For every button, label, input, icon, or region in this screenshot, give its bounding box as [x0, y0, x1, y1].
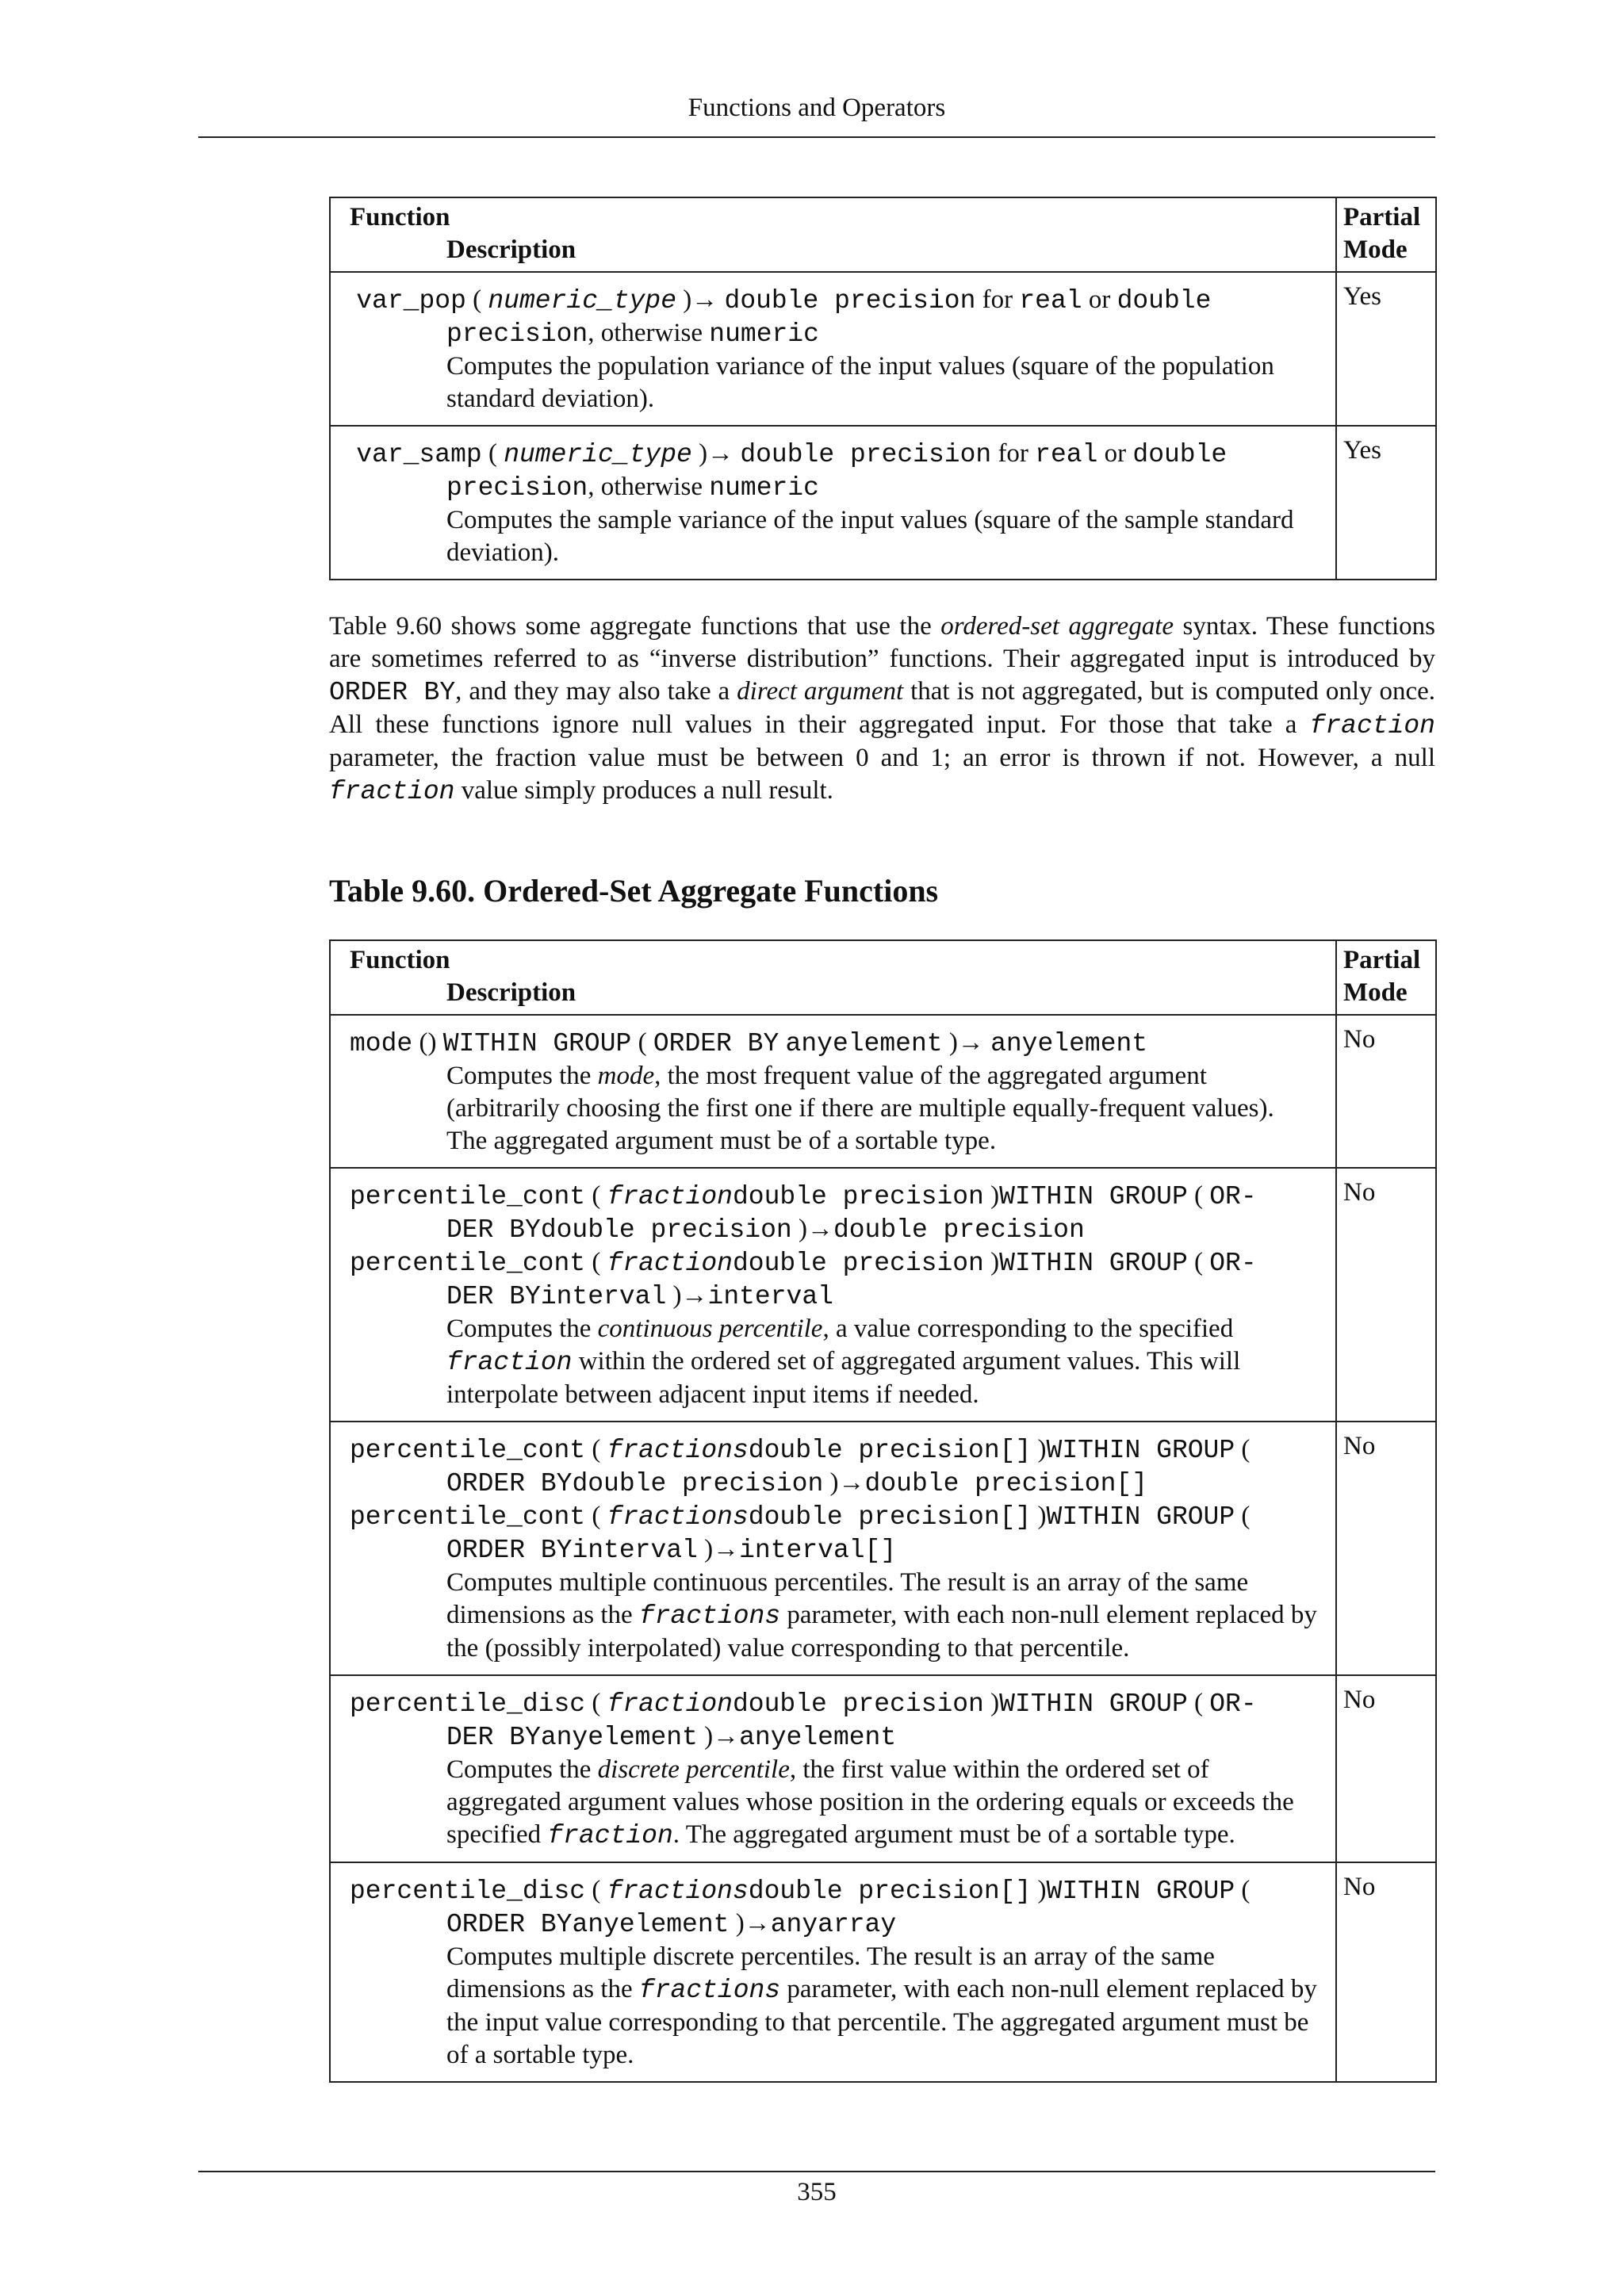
- description-text: parameter, with each non-null element replaced by the input value corresponding to that percentile. The aggregated argument must be of a sortable type.: [446, 1975, 1317, 2069]
- description-header-label: Description: [446, 235, 576, 264]
- order-by-keyword: ORDER BY: [446, 1910, 573, 1939]
- function-description: [350, 1060, 1318, 1158]
- function-cell-percentile-disc: [330, 1675, 1336, 1862]
- argument-type: anyelement: [572, 1910, 730, 1939]
- paragraph-text: that is not aggregated, but is computed only once. All these functions ignore null values in their aggregated input. For those that take a: [329, 677, 1435, 739]
- within-group-keyword: WITHIN GROUP: [999, 1182, 1188, 1211]
- description-code: fraction: [547, 1821, 673, 1850]
- function-cell-percentile-disc-array: [330, 1862, 1336, 2082]
- within-group-keyword: WITHIN GROUP: [1046, 1436, 1235, 1465]
- argument-type: interval: [540, 1282, 667, 1311]
- argument-name: numeric_type: [488, 286, 677, 316]
- description-text: , a value corresponding to the specified: [822, 1314, 1234, 1343]
- order-by-keyword-part2: DER BY: [446, 1215, 541, 1245]
- description-text: within the ordered set of aggregated argument values. This will interpolate between adjacent input items if needed.: [446, 1347, 1241, 1409]
- order-by-keyword: ORDER BY: [446, 1469, 573, 1498]
- function-signature: [350, 438, 1318, 471]
- description-emphasis: mode: [597, 1062, 655, 1090]
- table-row: [330, 1862, 1436, 2082]
- type-double: double: [1132, 440, 1228, 469]
- argument-type: double precision: [540, 1215, 792, 1245]
- type-numeric: numeric: [709, 320, 819, 349]
- argument-name: fractions: [607, 1502, 749, 1532]
- order-by-keyword-part1: OR-: [1209, 1182, 1257, 1211]
- partial-mode-value: No: [1336, 1675, 1436, 1862]
- empty-parens: (): [419, 1028, 437, 1057]
- table-row: [330, 1675, 1436, 1862]
- mode-header-label: Mode: [1343, 235, 1408, 264]
- return-type: anyelement: [739, 1723, 897, 1752]
- partial-header-label: Partial: [1343, 203, 1421, 232]
- description-code: fractions: [638, 1601, 781, 1631]
- function-name: var_pop: [356, 286, 466, 316]
- type-precision: precision: [446, 320, 588, 349]
- type-real: real: [1019, 286, 1082, 316]
- function-name: percentile_disc: [350, 1689, 586, 1719]
- signature-continuation: [350, 317, 1318, 350]
- argument-name: numeric_type: [504, 440, 692, 469]
- table-row: [330, 426, 1436, 580]
- type-double: double: [1116, 286, 1212, 316]
- or-word: or: [1104, 439, 1127, 468]
- signature-continuation: [350, 1467, 1318, 1500]
- function-name: percentile_disc: [350, 1877, 586, 1906]
- open-paren: (: [592, 1689, 601, 1717]
- function-name: percentile_cont: [350, 1502, 586, 1532]
- argument-name: fractions: [607, 1877, 749, 1906]
- return-type: double precision: [724, 286, 976, 316]
- partial-mode-value: No: [1336, 1015, 1436, 1168]
- arrow-symbol: →: [691, 285, 718, 314]
- open-paren: (: [1194, 1181, 1203, 1210]
- function-signature: [350, 1027, 1318, 1060]
- paragraph-text: Table 9.60 shows some aggregate functions that use the: [329, 612, 941, 641]
- close-paren: ): [683, 285, 692, 314]
- signature-continuation: [350, 1533, 1318, 1567]
- argument-type: double precision: [572, 1469, 824, 1498]
- function-cell-var-samp: [330, 426, 1336, 580]
- table-header-row: [330, 197, 1436, 272]
- order-by-keyword: ORDER BY: [653, 1029, 779, 1058]
- close-paren: ): [990, 1248, 1000, 1276]
- header-rule: [198, 136, 1435, 138]
- within-group-keyword: WITHIN GROUP: [1046, 1877, 1235, 1906]
- open-paren: (: [638, 1028, 647, 1057]
- table-row: [330, 1422, 1436, 1675]
- order-by-keyword-part1: OR-: [1209, 1689, 1257, 1719]
- argument-name: fraction: [607, 1689, 733, 1719]
- close-paren: ): [1037, 1502, 1047, 1530]
- open-paren: (: [592, 1876, 601, 1904]
- function-signature: [350, 1246, 1318, 1280]
- function-signature: [350, 1874, 1318, 1908]
- footer-rule: [198, 2171, 1435, 2172]
- description-text: , the first value within the ordered set of aggregated argument values whose position in the ordering equals or exceeds the specified: [446, 1755, 1294, 1849]
- argument-type: interval: [572, 1536, 698, 1565]
- within-group-keyword: WITHIN GROUP: [442, 1029, 632, 1058]
- function-signature: [350, 1180, 1318, 1213]
- function-signature: [350, 1433, 1318, 1467]
- table-row: [330, 272, 1436, 426]
- argument-type: double precision[]: [748, 1877, 1032, 1906]
- arrow-symbol: →: [707, 439, 734, 468]
- function-description: [350, 1941, 1318, 2072]
- function-description: Computes the population variance of the input values (square of the population standard deviation).: [446, 352, 1274, 413]
- function-name: percentile_cont: [350, 1182, 586, 1211]
- signature-continuation: [350, 1280, 1318, 1313]
- function-name: mode: [350, 1029, 413, 1058]
- arrow-symbol: →: [681, 1281, 708, 1310]
- return-type: interval[]: [739, 1536, 897, 1565]
- description-text: Computes multiple discrete percentiles. The result is an array of the same dimensions as the: [446, 1942, 1215, 2003]
- table-title: Table 9.60. Ordered-Set Aggregate Functions: [329, 873, 939, 909]
- argument-name: fraction: [607, 1249, 733, 1278]
- return-type: double precision: [833, 1215, 1085, 1245]
- function-cell-var-pop: [330, 272, 1336, 426]
- partial-mode-value: Yes: [1336, 426, 1436, 580]
- arrow-symbol: →: [806, 1215, 833, 1243]
- otherwise-word: , otherwise: [588, 319, 703, 347]
- partial-mode-value: No: [1336, 1168, 1436, 1422]
- close-paren: ): [704, 1722, 714, 1751]
- type-numeric: numeric: [709, 473, 819, 503]
- signature-continuation: [350, 471, 1318, 504]
- partial-mode-column-header: [1336, 940, 1436, 1015]
- paragraph-emphasis: direct argument: [737, 677, 904, 706]
- description-emphasis: continuous percentile: [597, 1314, 823, 1343]
- return-type: double precision[]: [864, 1469, 1148, 1498]
- open-paren: (: [488, 439, 497, 468]
- intro-paragraph: [329, 610, 1435, 808]
- open-paren: (: [473, 285, 482, 314]
- close-paren: ): [699, 439, 708, 468]
- argument-type: anyelement: [785, 1029, 943, 1058]
- argument-type: anyelement: [540, 1723, 698, 1752]
- open-paren: (: [592, 1502, 601, 1530]
- function-name: percentile_cont: [350, 1436, 586, 1465]
- or-word: or: [1088, 285, 1111, 314]
- signature-continuation: [350, 1213, 1318, 1246]
- description-header-label: Description: [446, 978, 576, 1007]
- paragraph-text: syntax. These functions are sometimes referred to as “inverse distribution” functions. Their aggregated input is introduced by: [329, 612, 1436, 673]
- order-by-keyword-part2: DER BY: [446, 1282, 541, 1311]
- function-signature: [350, 284, 1318, 317]
- table-row: [330, 1168, 1436, 1422]
- open-paren: (: [1241, 1876, 1251, 1904]
- function-cell-percentile-cont: [330, 1168, 1336, 1422]
- signature-continuation: [350, 1908, 1318, 1941]
- arrow-symbol: →: [713, 1535, 740, 1563]
- description-text: parameter, with each non-null element replaced by the (possibly interpolated) value corresponding to that percentile.: [446, 1601, 1317, 1663]
- function-name: var_samp: [356, 440, 482, 469]
- paragraph-text: parameter, the fraction value must be between 0 and 1; an error is thrown if not. However, a null: [329, 744, 1435, 772]
- return-type: double precision: [740, 440, 992, 469]
- page-number: 355: [797, 2178, 837, 2206]
- partial-mode-value: No: [1336, 1862, 1436, 2082]
- function-description: [350, 1567, 1318, 1665]
- description-text: Computes multiple continuous percentiles. The result is an array of the same dimensions as the: [446, 1568, 1249, 1629]
- close-paren: ): [990, 1181, 1000, 1210]
- arrow-symbol: →: [744, 1909, 771, 1938]
- function-column-header: [330, 197, 1336, 272]
- description-text: . The aggregated argument must be of a sortable type.: [672, 1820, 1235, 1849]
- description-code: fractions: [638, 1976, 781, 2005]
- paragraph-code: fraction: [1309, 711, 1435, 740]
- argument-type: double precision: [733, 1689, 984, 1719]
- close-paren: ): [798, 1215, 807, 1243]
- paragraph-code: ORDER BY: [329, 678, 456, 707]
- within-group-keyword: WITHIN GROUP: [1046, 1502, 1235, 1532]
- paragraph-emphasis: ordered-set aggregate: [940, 612, 1174, 641]
- type-precision: precision: [446, 473, 588, 503]
- paragraph-code: fraction: [329, 777, 455, 806]
- return-type: interval: [707, 1282, 833, 1311]
- order-by-keyword: ORDER BY: [446, 1536, 573, 1565]
- arrow-symbol: →: [713, 1722, 740, 1751]
- close-paren: ): [1037, 1435, 1047, 1464]
- open-paren: (: [1194, 1248, 1203, 1276]
- description-text: Computes the: [446, 1755, 598, 1784]
- function-description: [350, 1313, 1318, 1411]
- argument-type: double precision: [733, 1182, 984, 1211]
- description-emphasis: discrete percentile: [597, 1755, 790, 1784]
- close-paren: ): [1037, 1876, 1047, 1904]
- partial-mode-value: Yes: [1336, 272, 1436, 426]
- argument-type: double precision: [733, 1249, 984, 1278]
- arrow-symbol: →: [838, 1468, 865, 1497]
- function-cell-percentile-cont-array: [330, 1422, 1336, 1675]
- paragraph-text: , and they may also take a: [455, 677, 737, 706]
- return-type: anyelement: [990, 1029, 1148, 1058]
- ordered-set-aggregate-functions-table: [329, 939, 1437, 2083]
- type-real: real: [1035, 440, 1098, 469]
- function-description: [350, 1754, 1318, 1852]
- open-paren: (: [1241, 1502, 1251, 1530]
- within-group-keyword: WITHIN GROUP: [999, 1689, 1188, 1719]
- open-paren: (: [592, 1435, 601, 1464]
- partial-mode-value: No: [1336, 1422, 1436, 1675]
- close-paren: ): [948, 1028, 958, 1057]
- close-paren: ): [672, 1281, 682, 1310]
- signature-continuation: [350, 1720, 1318, 1754]
- for-word: for: [982, 285, 1013, 314]
- description-text: Computes the: [446, 1062, 598, 1090]
- function-signature: [350, 1687, 1318, 1720]
- partial-header-label: Partial: [1343, 946, 1421, 974]
- mode-header-label: Mode: [1343, 978, 1408, 1007]
- argument-type: double precision[]: [748, 1436, 1032, 1465]
- argument-name: fractions: [607, 1436, 749, 1465]
- order-by-keyword-part2: DER BY: [446, 1723, 541, 1752]
- function-name: percentile_cont: [350, 1249, 586, 1278]
- paragraph-text: value simply produces a null result.: [454, 776, 833, 805]
- running-header: Functions and Operators: [688, 94, 946, 122]
- otherwise-word: , otherwise: [588, 473, 703, 501]
- close-paren: ): [990, 1689, 1000, 1717]
- description-text: Computes the: [446, 1314, 598, 1343]
- arrow-symbol: →: [957, 1028, 984, 1057]
- argument-type: double precision[]: [748, 1502, 1032, 1532]
- open-paren: (: [592, 1181, 601, 1210]
- function-cell-mode: [330, 1015, 1336, 1168]
- open-paren: (: [1194, 1689, 1203, 1717]
- close-paren: ): [829, 1468, 839, 1497]
- description-text: , the most frequent value of the aggregated argument (arbitrarily choosing the first one if there are multiple equally-frequent values). The aggregated argument must be of a sortable type.: [446, 1062, 1274, 1155]
- function-header-label: Function: [350, 203, 450, 232]
- function-signature: [350, 1500, 1318, 1533]
- function-header-label: Function: [350, 946, 450, 974]
- return-type: anyarray: [770, 1910, 897, 1939]
- function-description: Computes the sample variance of the input values (square of the sample standard deviation).: [446, 506, 1294, 567]
- argument-name: fraction: [607, 1182, 733, 1211]
- description-code: fraction: [446, 1348, 573, 1377]
- close-paren: ): [735, 1909, 745, 1938]
- within-group-keyword: WITHIN GROUP: [999, 1249, 1188, 1278]
- table-header-row: [330, 940, 1436, 1015]
- function-column-header: [330, 940, 1336, 1015]
- order-by-keyword-part1: OR-: [1209, 1249, 1257, 1278]
- close-paren: ): [704, 1535, 714, 1563]
- table-row: [330, 1015, 1436, 1168]
- for-word: for: [998, 439, 1028, 468]
- aggregate-functions-table-continued: [329, 197, 1437, 580]
- partial-mode-column-header: [1336, 197, 1436, 272]
- open-paren: (: [1241, 1435, 1251, 1464]
- open-paren: (: [592, 1248, 601, 1276]
